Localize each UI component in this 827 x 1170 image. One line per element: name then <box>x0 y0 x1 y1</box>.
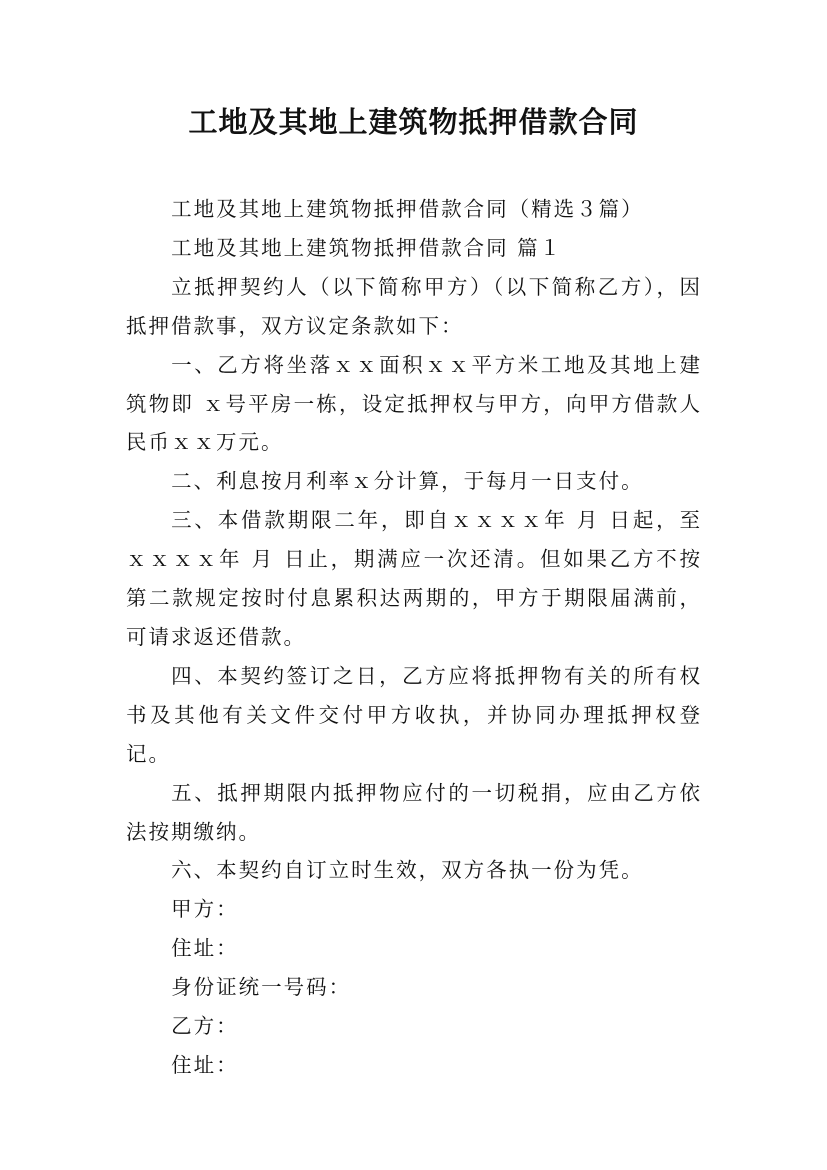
clause-4: 四、本契约签订之日，乙方应将抵押物有关的所有权书及其他有关文件交付甲方收执，并协同办理抵押权登记。 <box>126 663 702 766</box>
party-b-label: 乙方： <box>171 1014 239 1039</box>
clause-6: 六、本契约自订立时生效，双方各执一份为凭。 <box>171 858 644 883</box>
party-a-address-label: 住址： <box>171 936 239 961</box>
clause-1: 一、乙方将坐落ｘｘ面积ｘｘ平方米工地及其地上建筑物即 ｘ号平房一栋，设定抵押权与甲方，向甲方借款人民币ｘｘ万元。 <box>126 352 702 455</box>
subtitle-paragraph: 工地及其地上建筑物抵押借款合同（精选３篇） <box>171 197 644 221</box>
document-title: 工地及其地上建筑物抵押借款合同 <box>188 105 639 139</box>
section-heading: 工地及其地上建筑物抵押借款合同 篇１ <box>171 235 563 260</box>
clause-5: 五、抵押期限内抵押物应付的一切税捐，应由乙方依法按期缴纳。 <box>126 780 702 844</box>
clause-2: 二、利息按月利率ｘ分计算，于每月一日支付。 <box>171 469 644 494</box>
clause-3: 三、本借款期限二年，即自ｘｘｘｘ年 月 日起，至ｘｘｘｘ年 月 日止，期满应一次还清。但如果乙方不按第二款规定按时付息累积达两期的，甲方于期限届满前，可请求返还借款。 <box>126 508 702 649</box>
document-body <box>126 190 702 1085</box>
intro-paragraph: 立抵押契约人（以下简称甲方）（以下简称乙方），因抵押借款事，双方议定条款如下： <box>126 274 702 338</box>
id-number-label: 身份证统一号码： <box>171 975 352 1000</box>
party-b-address-label: 住址： <box>171 1052 239 1077</box>
party-a-label: 甲方： <box>171 897 239 922</box>
